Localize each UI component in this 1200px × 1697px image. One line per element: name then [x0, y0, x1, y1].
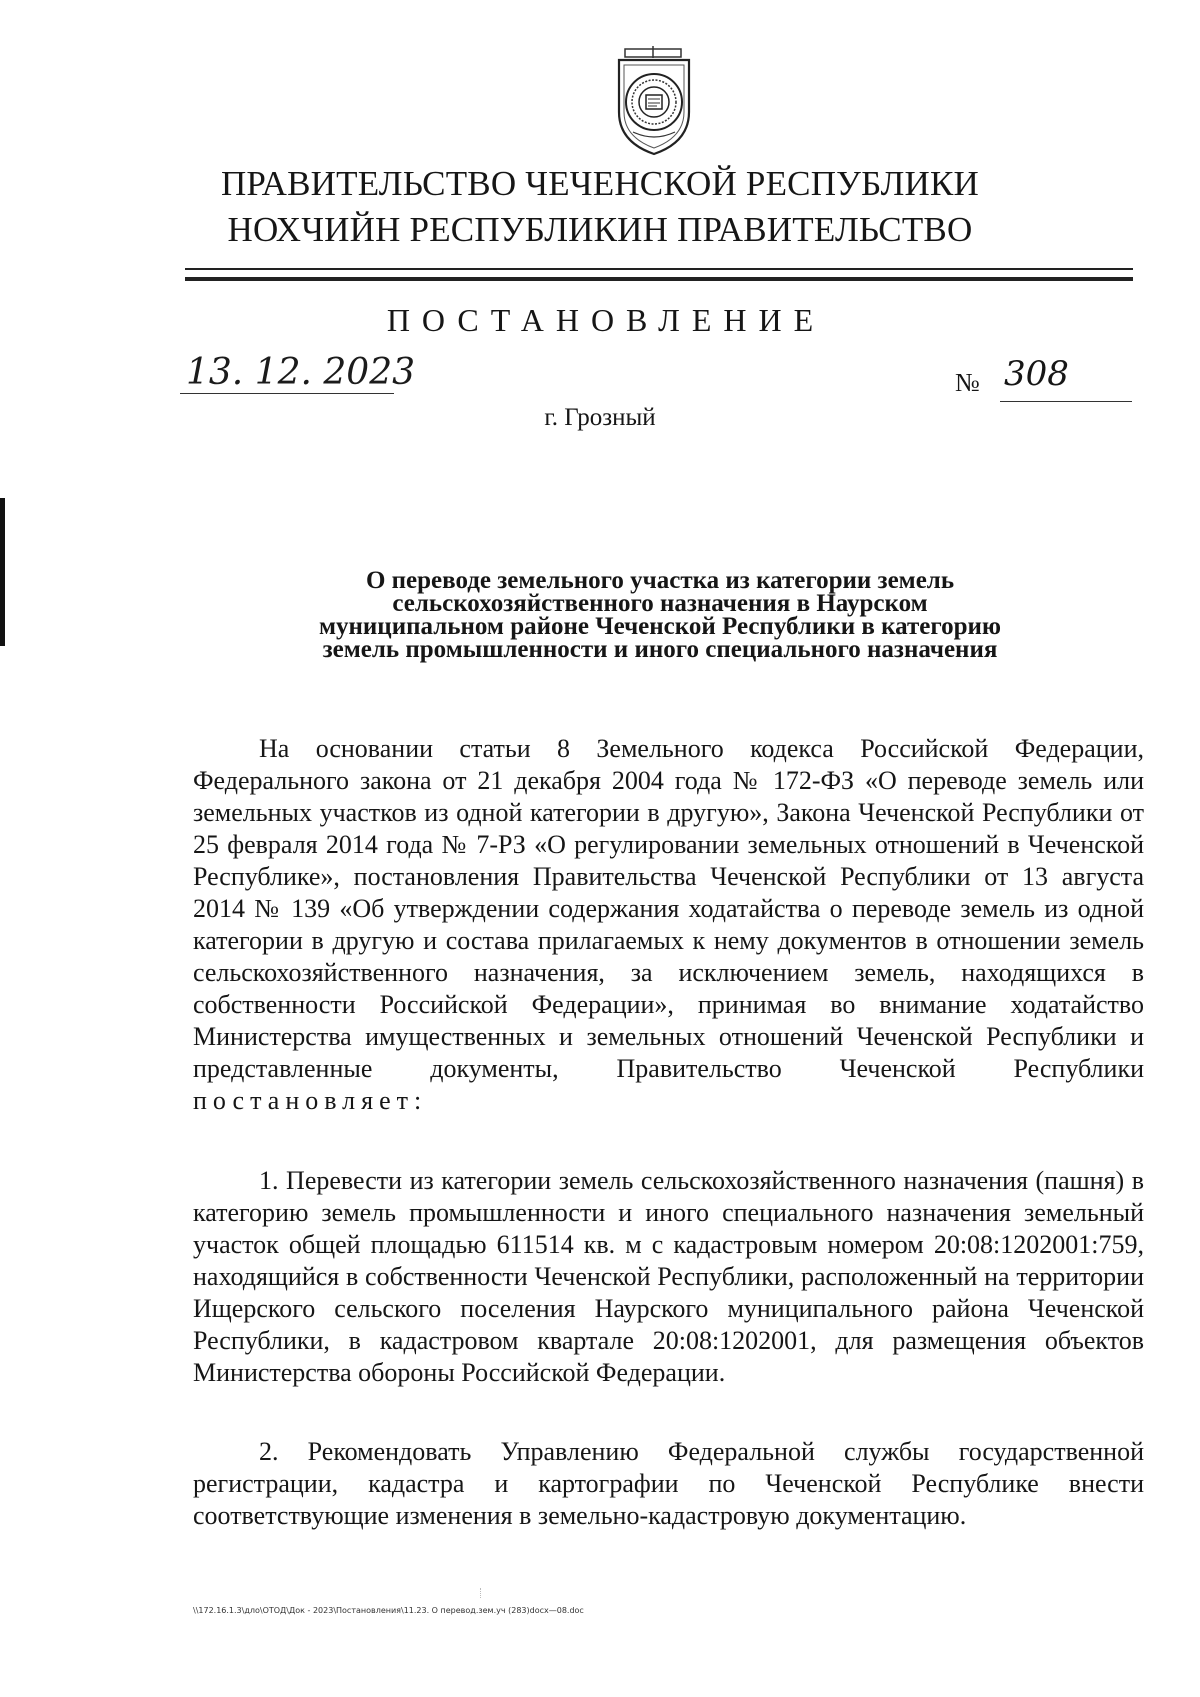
- scan-edge-mark: [0, 498, 5, 646]
- number-underline: [1000, 401, 1132, 402]
- document-number: 308: [1004, 354, 1069, 394]
- scan-artifact: [480, 1588, 482, 1598]
- date-underline: [180, 393, 394, 394]
- coat-of-arms-emblem: [613, 46, 695, 158]
- title-line: сельскохозяйственного назначения в Наурском: [392, 590, 928, 617]
- title-line: земель промышленности и иного специального назначения: [322, 636, 998, 663]
- clause-2: 2. Рекомендовать Управлению Федеральной службы государственной регистрации, кадастра и картографии по Чеченской Республике внести соответствующие изменения в земельно-кадастровую документацию.: [193, 1437, 1144, 1530]
- preamble-text: На основании статьи 8 Земельного кодекса Российской Федерации, Федерального закона от 21 декабря 2004 года № 172-ФЗ «О переводе земель или земельных участков из одной категории в другую», Закона Чеченской Республики от 25 февраля 2014 года № 7-РЗ «О регулировании земельных отношений в Чеченской Республике», постановления Правительства Чеченской Республики от 13 августа 2014 № 139 «Об утверждении содержания ходатайства о переводе земель из одной категории в другую и состава прилагаемых к нему документов в отношении земель сельскохозяйственного назначения, за исключением земель, находящихся в собственности Российской Федерации», принимая во внимание ходатайство Министерства имущественных и земельных отношений Чеченской Республики и представленные документы, Правительство Чеченской Республики: [193, 734, 1144, 1083]
- document-type: ПОСТАНОВЛЕНИЕ: [386, 302, 826, 338]
- title-line: О переводе земельного участка из категории земель: [365, 567, 955, 594]
- government-name-russian: ПРАВИТЕЛЬСТВО ЧЕЧЕНСКОЙ РЕСПУБЛИКИ: [220, 164, 980, 203]
- number-label: №: [955, 368, 980, 397]
- government-name-chechen: НОХЧИЙН РЕСПУБЛИКИН ПРАВИТЕЛЬСТВО: [227, 210, 973, 249]
- document-title: [190, 569, 1130, 661]
- title-line: муниципальном районе Чеченской Республики в категорию: [318, 613, 1002, 640]
- header-divider-thick: [185, 277, 1133, 281]
- file-path-footer: \\172.16.1.3\дло\ОТОД\Док - 2023\Постановления\11.23. О перевод.зем.уч (283)docx—08.doc: [193, 1606, 584, 1615]
- coat-of-arms-icon: [613, 46, 695, 158]
- preamble-paragraph: [193, 733, 1144, 1117]
- clause-1: 1. Перевести из категории земель сельскохозяйственного назначения (пашня) в категорию земель промышленности и иного специального назначения земельный участок общей площадью 611514 кв. м с кадастровым номером 20:08:1202001:759, находящийся в собственности Чеченской Республики, расположенный на территории Ищерского сельского поселения Наурского муниципального района Чеченской Республики, в кадастровом квартале 20:08:1202001, для размещения объектов Министерства обороны Российской Федерации.: [193, 1166, 1144, 1387]
- header-divider-thin: [185, 268, 1133, 270]
- city: г. Грозный: [544, 404, 656, 431]
- document-date: 13. 12. 2023: [186, 352, 416, 393]
- resolves-word: постановляет:: [193, 1086, 428, 1115]
